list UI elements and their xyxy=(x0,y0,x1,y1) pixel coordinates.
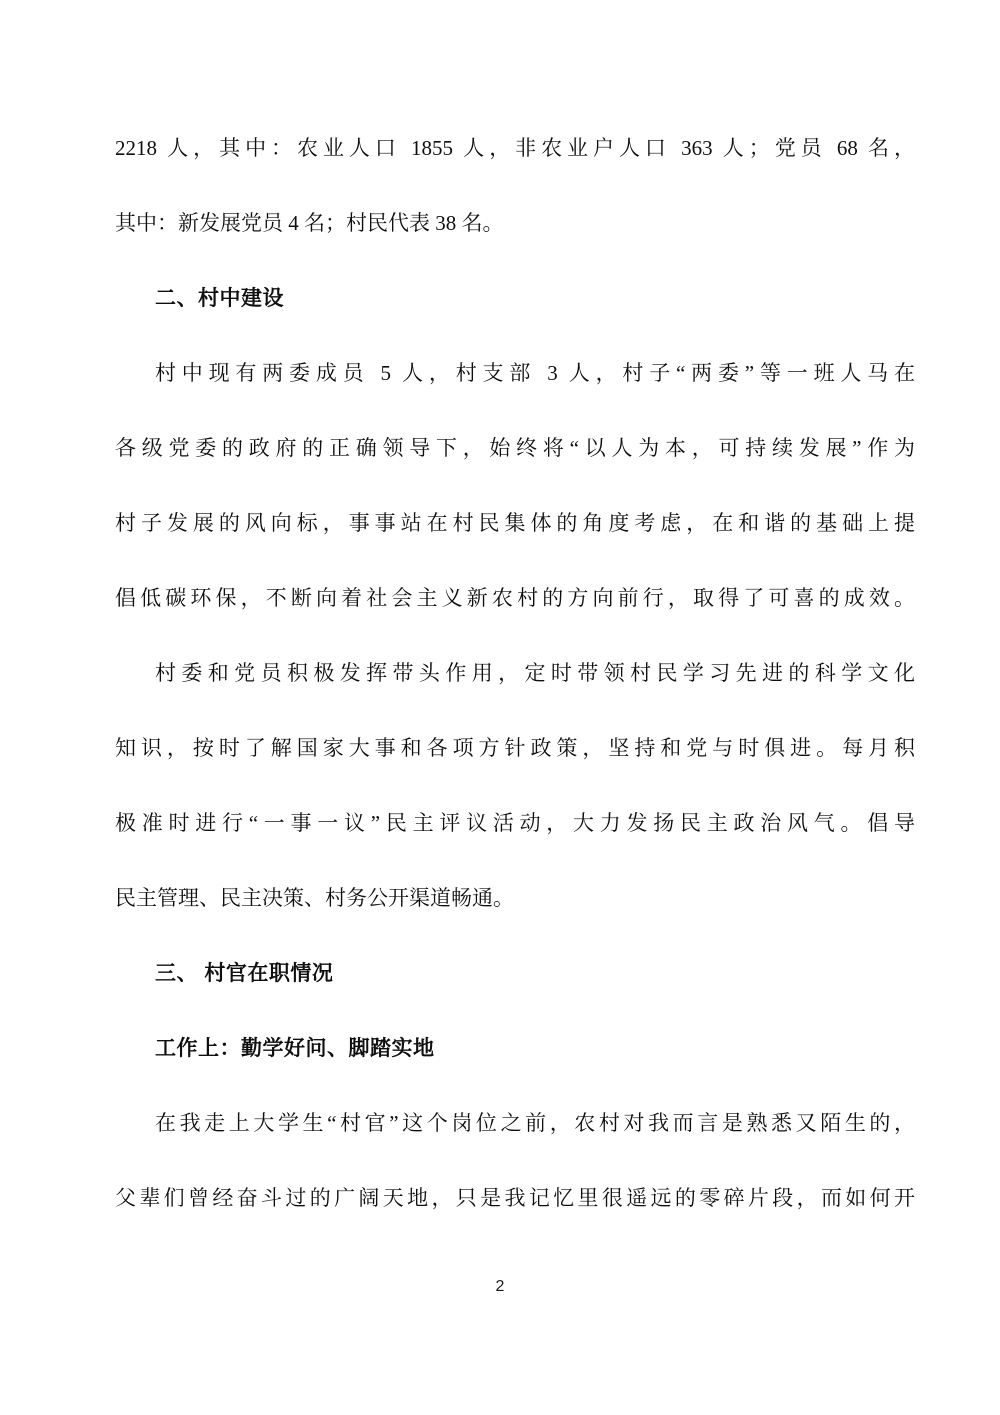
heading-line: 工作上：勤学好问、脚踏实地 xyxy=(155,1037,435,1060)
body-text-line: 极准时进行“一事一议”民主评议活动，大力发扬民主政治风气。倡导 xyxy=(115,811,915,835)
body-text-line: 民主管理、民主决策、村务公开渠道畅通。 xyxy=(115,886,514,910)
document-body xyxy=(115,111,915,1236)
body-text-line: 父辈们曾经奋斗过的广阔天地，只是我记忆里很遥远的零碎片段，而如何开 xyxy=(115,1186,915,1210)
body-text-line: 村委和党员积极发挥带头作用，定时带领村民学习先进的科学文化 xyxy=(155,661,915,685)
page-number: 2 xyxy=(495,1278,505,1295)
heading-line: 二、村中建设 xyxy=(155,287,284,310)
body-text-line: 村中现有两委成员 5 人，村支部 3 人，村子“两委”等一班人马在 xyxy=(155,361,915,385)
body-text-line: 倡低碳环保，不断向着社会主义新农村的方向前行，取得了可喜的成效。 xyxy=(115,586,915,610)
body-text-line: 其中：新发展党员 4 名；村民代表 38 名。 xyxy=(115,211,504,235)
body-text-line: 各级党委的政府的正确领导下，始终将“以人为本，可持续发展”作为 xyxy=(115,436,915,460)
body-text-line: 村子发展的风向标，事事站在村民集体的角度考虑，在和谐的基础上提 xyxy=(115,511,915,535)
heading-line: 三、 村官在职情况 xyxy=(155,962,334,985)
body-text-line: 在我走上大学生“村官”这个岗位之前，农村对我而言是熟悉又陌生的， xyxy=(155,1111,915,1135)
body-text-line: 知识，按时了解国家大事和各项方针政策，坚持和党与时俱进。每月积 xyxy=(115,736,915,760)
body-text-line: 2218 人，其中：农业人口 1855 人，非农业户人口 363 人；党员 68 名， xyxy=(115,136,915,160)
